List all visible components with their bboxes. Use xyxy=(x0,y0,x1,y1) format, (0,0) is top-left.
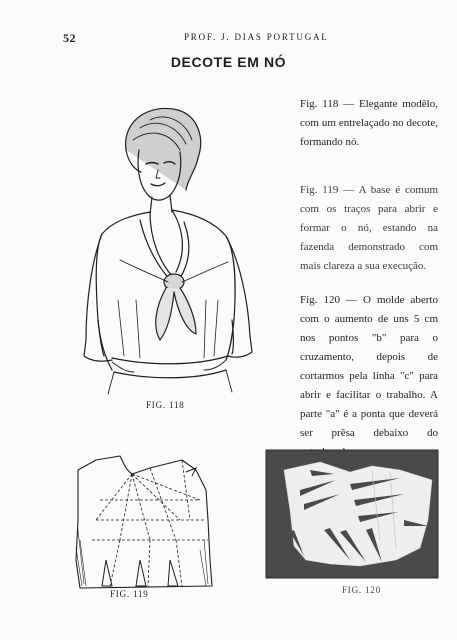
fig-118-caption: Fig. 118 — Elegante modêlo, com um entrelaçado no decote, formando nó. xyxy=(300,98,438,148)
fig-120-caption: Fig. 120 — O molde aberto com o aumento de uns 5 cm nos pontos "b" para o cruzamento, depois de cortarmos pela linha "c" para abrir e facilitar o trabalho. A parte "a" é a ponta que deverá ser prêsa debaixo do xyxy=(300,294,438,439)
fig-119-caption: Fig. 119 — A base é comum com os traços para abrir e formar o nó, estando na fazenda demonstrado com mais clareza a sua execução. xyxy=(300,184,438,272)
running-head: PROF. J. DIAS PORTUGAL xyxy=(184,32,329,42)
fig-118-label: FIG. 118 xyxy=(146,400,185,410)
fig-120-label: FIG. 120 xyxy=(342,585,381,595)
page-title: DECOTE EM NÓ xyxy=(170,54,287,70)
fig-119-label: FIG. 119 xyxy=(110,589,149,599)
page-number: 52 xyxy=(63,31,76,45)
